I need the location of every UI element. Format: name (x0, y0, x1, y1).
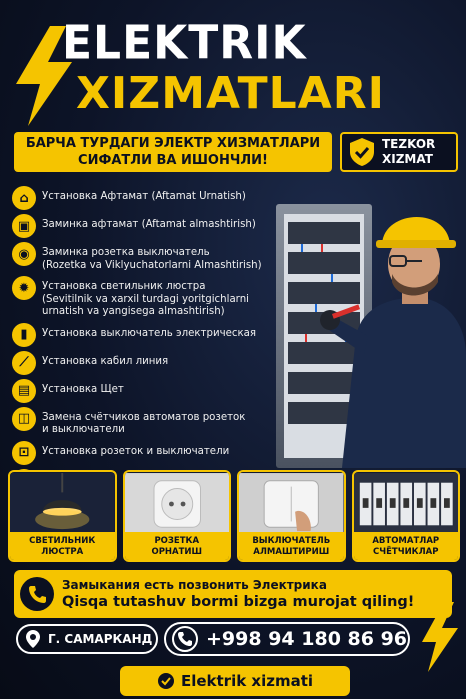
card-breakers (352, 470, 461, 562)
fast-service-badge (340, 132, 458, 172)
service-label (42, 351, 168, 369)
service-label-line: (Rozetka va Viklyuchatorlarni Almashtirish) (42, 259, 262, 271)
lightbulb-icon: ✹ (12, 276, 36, 300)
subtitle-line-2: СИФАТЛИ ВА ИШОНЧЛИ! (78, 153, 268, 168)
service-item (12, 242, 312, 272)
subtitle-banner (14, 132, 332, 172)
breaker-icon: ▣ (12, 214, 36, 238)
card-caption-line2: АЛМАШТИРИШ (253, 546, 330, 557)
service-label-line: Заминка розетка выключатель (42, 247, 210, 258)
service-label-line: и выключатели (42, 424, 125, 435)
service-label (42, 323, 256, 341)
lamp-image (10, 472, 115, 536)
card-caption-line1: СВЕТИЛЬНИК (29, 536, 96, 546)
switch-icon: ▮ (12, 323, 36, 347)
service-label-line: Установка Щет (42, 383, 124, 395)
card-caption-line1: ВЫКЛЮЧАТЕЛЬ (252, 536, 331, 546)
service-label (42, 242, 262, 272)
city-label: Г. САМАРКАНД (48, 632, 153, 646)
footer-badge (120, 666, 350, 696)
card-caption-line2: СЧЁТЧИКЛАР (372, 546, 439, 557)
card-caption-line1: АВТОМАТЛАР (372, 536, 440, 546)
service-item (12, 323, 312, 347)
cable-icon: ⟋ (12, 351, 36, 375)
service-label-line: Заминка афтамат (Aftamat almashtirish) (42, 219, 256, 230)
service-item (12, 276, 312, 319)
card-caption (10, 532, 115, 560)
service-label (42, 214, 256, 232)
service-label (42, 407, 245, 437)
switch-image (239, 472, 344, 536)
socket-image (125, 472, 230, 536)
card-caption (239, 532, 344, 560)
service-label-line: Установка кабил линия (42, 355, 169, 367)
service-item (12, 441, 312, 465)
call-banner[interactable] (14, 570, 452, 618)
phone-icon (20, 577, 54, 611)
service-label-line: Установка розеток и выключатели (42, 445, 230, 457)
outlet-install-icon: ⊡ (12, 441, 36, 465)
product-cards (8, 470, 460, 562)
meter-icon: ◫ (12, 407, 36, 431)
service-label (42, 276, 249, 319)
lightning-bolt-small-icon (420, 602, 460, 672)
phone-number-pill[interactable] (164, 622, 410, 656)
call-line-1: Замыкания есть позвонить Электрика (62, 578, 327, 592)
check-circle-icon (157, 672, 175, 690)
panel-icon: ▤ (12, 379, 36, 403)
title-line-2: XIZMATLARI (76, 68, 385, 119)
phone-circle-icon (172, 626, 198, 652)
service-label-line: urnatish va yangisega almashtirish) (42, 306, 225, 317)
service-label-line: Установка светильник люстра (42, 281, 206, 292)
service-item (12, 407, 312, 437)
city-pill (16, 624, 158, 654)
badge-line-2: XIZMAT (382, 152, 433, 166)
card-caption-line2: ОРНАТИШ (151, 546, 203, 557)
badge-line-1: TEZKOR (382, 137, 436, 151)
card-switch (237, 470, 346, 562)
service-item (12, 214, 312, 238)
card-caption (354, 532, 459, 560)
socket-icon: ◉ (12, 242, 36, 266)
card-caption (125, 532, 230, 560)
location-pin-icon (26, 630, 40, 648)
service-label (42, 186, 246, 204)
services-list (12, 186, 312, 497)
service-label (42, 441, 229, 459)
service-item (12, 351, 312, 375)
phone-number: +998 94 180 86 96 (206, 628, 408, 650)
card-socket (123, 470, 232, 562)
service-item (12, 186, 312, 210)
service-label-line: (Sevitilnik va xarxil turdagi yoritgichlarni (42, 293, 249, 305)
shield-check-icon (348, 137, 376, 167)
card-caption-line2: ЛЮСТРА (41, 546, 84, 557)
page-title (62, 16, 462, 119)
house-icon: ⌂ (12, 186, 36, 210)
subtitle-line-1: БАРЧА ТУРДАГИ ЭЛЕКТР ХИЗМАТЛАРИ (25, 136, 321, 151)
electrician-illustration (272, 186, 466, 468)
service-label-line: Установка Афтамат (Aftamat Urnatish) (42, 191, 246, 202)
service-label-line: Установка выключатель электрическая (42, 327, 256, 339)
service-label (42, 379, 124, 397)
call-line-2: Qisqa tutashuv bormi bizga murojat qiling! (62, 594, 415, 610)
service-label-line: Замена счётчиков автоматов розеток (42, 411, 246, 423)
service-item (12, 379, 312, 403)
breakers-image (354, 472, 459, 536)
card-lamp (8, 470, 117, 562)
card-caption-line1: РОЗЕТКА (154, 536, 200, 546)
title-line-1: ELEKTRIK (62, 16, 307, 71)
footer-label: Elektrik xizmati (180, 672, 314, 690)
